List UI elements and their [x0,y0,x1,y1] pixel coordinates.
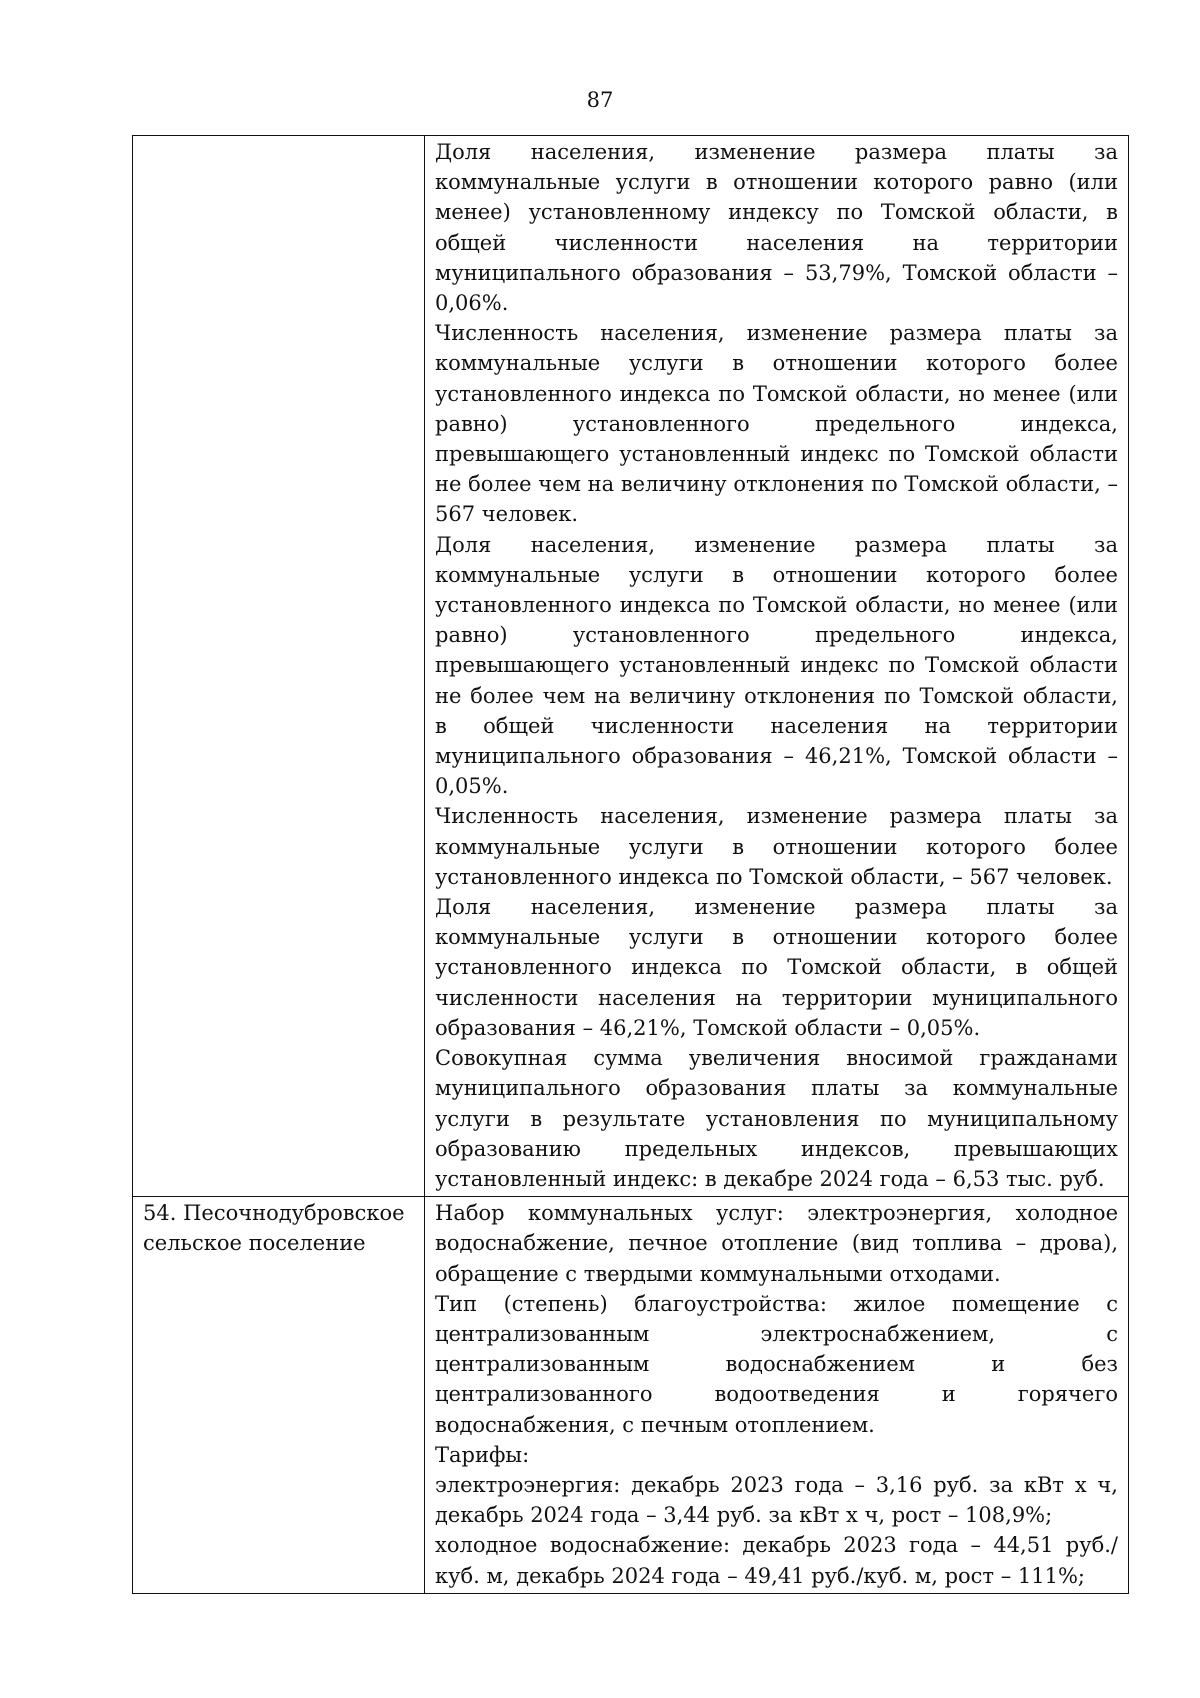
details-cell [425,1197,1129,1594]
paragraph: Доля населения, изменение размера платы за коммунальные услуги в отношении которого более установленного индекса по Томской области, в общей численности населения на территории муниципального образования – 46,21%, Томской области – 0,05%. [435,895,1118,1040]
municipality-cell: 54. Песочнодубровское сельское поселение [133,1197,425,1594]
table-row [133,1197,1129,1594]
paragraph: Доля населения, изменение размера платы за коммунальные услуги в отношении которого равно (или менее) установленному индексу по Томской области, в общей численности населения на территории муниципального образования – 53,79%, Томской области – 0,06%. [435,140,1118,316]
municipal-tariff-table [132,135,1129,1594]
paragraph: Численность населения, изменение размера платы за коммунальные услуги в отношении которого более установленного индекса по Томской области, но менее (или равно) установленного предельного индекса, превышающего установленный индекс по Томской области не более чем на величину отклонения по Томской области, – 567 человек. [435,321,1118,527]
page-number: 87 [586,88,614,112]
paragraph: Совокупная сумма увеличения вносимой гражданами муниципального образования платы за коммунальные услуги в результате установления по муниципальному образованию предельных индексов, превышающих установленный индекс: в декабре 2024 года – 6,53 тыс. руб. [435,1046,1118,1191]
municipality-cell [133,136,425,1197]
paragraph: холодное водоснабжение: декабрь 2023 года – 44,51 руб./куб. м, декабрь 2024 года – 49,41 руб./куб. м, рост – 111%; [435,1533,1118,1588]
paragraph: Тип (степень) благоустройства: жилое помещение с централизованным электроснабжением, с централизованным водоснабжением и без централизованного водоотведения и горячего водоснабжения, с печным отоплением. [435,1291,1118,1437]
paragraph: Набор коммунальных услуг: электроэнергия, холодное водоснабжение, печное отопление (вид топлива – дрова), обращение с твердыми коммунальными отходами. [435,1201,1118,1286]
paragraph: электроэнергия: декабрь 2023 года – 3,16 руб. за кВт х ч, декабрь 2024 года – 3,44 руб. за кВт х ч, рост – 108,9%; [435,1472,1118,1528]
paragraph: Тарифы: [435,1442,530,1467]
paragraph: Численность населения, изменение размера платы за коммунальные услуги в отношении которого более установленного индекса по Томской области, – 567 человек. [435,804,1118,889]
paragraph: Доля населения, изменение размера платы за коммунальные услуги в отношении которого более установленного индекса по Томской области, но менее (или равно) установленного предельного индекса, превышающего установленный индекс по Томской области не более чем на величину отклонения по Томской области, в общей численности населения на территории муниципального образования – 46,21%, Томской области – 0,05%. [435,532,1118,799]
details-cell [425,136,1129,1197]
table-row [133,136,1129,1197]
